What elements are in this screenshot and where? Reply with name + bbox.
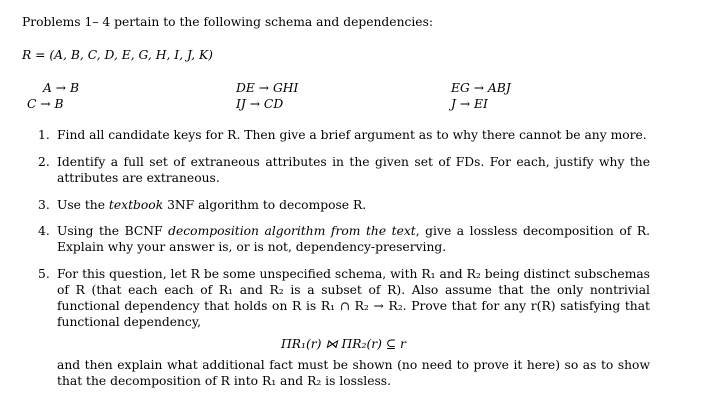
problem-4 [38, 223, 650, 255]
emphasis-text: decomposition algorithm from the text [168, 224, 416, 238]
problem-text: Identify a full set of extraneous attributes in the given set of FDs. For each, justify why the attributes are extraneous. [57, 155, 650, 185]
problem-text-part: and then explain what additional fact must be shown (no need to prove it here) so as to show that the decomposition of R into R₁ and R₂ is lossless. [57, 358, 650, 388]
problem-text [57, 266, 650, 389]
problem-2 [38, 154, 650, 186]
problem-1 [38, 127, 650, 143]
problem-number: 2. [38, 155, 50, 169]
problem-text-part: Using the BCNF [57, 224, 169, 238]
problem-3 [38, 197, 650, 213]
projection-join-formula: ΠR₁(r) ⋈ ΠR₂(r) ⊆ r [281, 337, 406, 351]
fd-j-ei: J → EI [451, 97, 488, 111]
problem-number: 5. [38, 267, 50, 281]
problem-number: 4. [38, 224, 50, 238]
fd-c-b: C → B [27, 97, 64, 111]
problem-text-part: , give a lossless decomposition of R. Explain why your answer is, or is not, dependency-preserving. [57, 224, 650, 254]
problem-text: Find all candidate keys for R. Then give a brief argument as to why there cannot be any more. [57, 128, 647, 142]
fd-eg-abj: EG → ABJ [451, 81, 511, 95]
problem-5 [38, 266, 650, 389]
problem-text [57, 223, 650, 255]
schema-definition: R = (A, B, C, D, E, G, H, I, J, K) [22, 48, 213, 62]
fd-de-ghi: DE → GHI [236, 81, 299, 95]
fd-a-b: A → B [43, 81, 80, 95]
problem-text-part: For this question, let R be some unspecified schema, with R₁ and R₂ being distinct subschemas of R (that each each of R₁ and R₂ is a subset of R). Also assume that the only nontrivial functional dependency that holds on R is R₁ ∩ R₂ → R₂. Prove that for any r(R) satisfying that functional dependency, [57, 267, 650, 329]
problem-number: 1. [38, 128, 50, 142]
emphasis-text: textbook [108, 198, 164, 212]
fd-ij-cd: IJ → CD [236, 97, 284, 111]
problem-text-part: 3NF algorithm to decompose R. [163, 198, 367, 212]
problem-number: 3. [38, 198, 50, 212]
intro-text: Problems 1– 4 pertain to the following schema and dependencies: [22, 15, 434, 29]
problem-text-part: Use the [57, 198, 109, 212]
problem-text [57, 197, 650, 213]
